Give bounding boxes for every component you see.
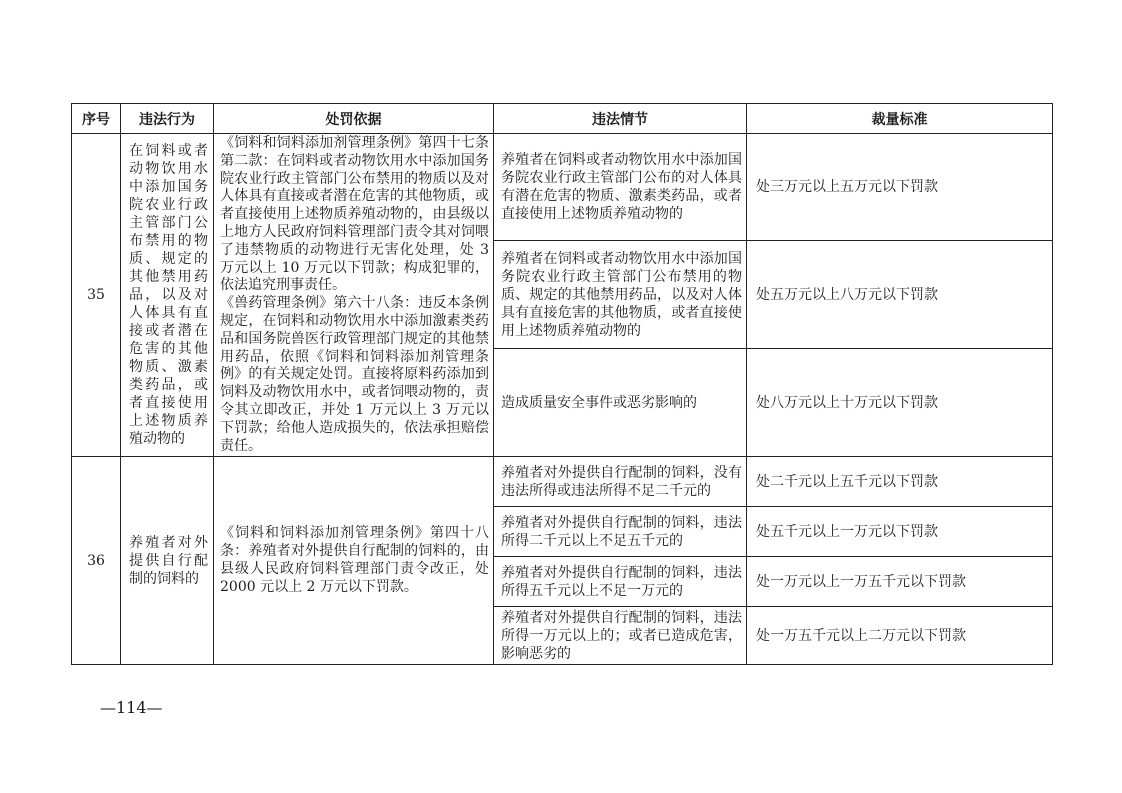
discretion-standard: 处二千元以上五千元以下罚款 — [747, 457, 1053, 507]
violation-circumstance: 养殖者对外提供自行配制的饲料，违法所得一万元以上的；或者已造成危害，影响恶劣的 — [494, 607, 747, 665]
header-violation-circumstance: 违法情节 — [494, 104, 747, 134]
basis-paragraph: 《饲料和饲料添加剂管理条例》第四十七条第二款：在饲料或者动物饮用水中添加国务院农业行政主管部门公布禁用的物质以及对人体具有直接或者潜在危害的其他物质，或者直接使用上述物质养殖动物的，由县级以上地方人民政府饲料管理部门责令其对饲喂了违禁物质的动物进行无害化处理，处 3 万元以上 10 万元以下罚款；构成犯罪的，依法追究刑事责任。 — [220, 135, 489, 294]
discretion-standard: 处一万元以上一万五千元以下罚款 — [747, 557, 1053, 607]
table-body — [72, 134, 1053, 665]
discretion-standard: 处一万五千元以上二万元以下罚款 — [747, 607, 1053, 665]
table-row — [72, 457, 1053, 507]
table-header — [72, 104, 1053, 134]
item-number: 36 — [72, 457, 121, 665]
violation-circumstance: 养殖者在饲料或者动物饮用水中添加国务院农业行政主管部门公布的对人体具有潜在危害的物质、激素类药品，或者直接使用上述物质养殖动物的 — [494, 134, 747, 241]
item-number: 35 — [72, 134, 121, 457]
violation-circumstance: 养殖者对外提供自行配制的饲料，违法所得二千元以上不足五千元的 — [494, 507, 747, 557]
violation-circumstance: 养殖者在饲料或者动物饮用水中添加国务院农业行政主管部门公布禁用的物质、规定的其他禁用药品，以及对人体具有直接危害的其他物质，或者直接使用上述物质养殖动物的 — [494, 241, 747, 348]
table-header-row — [72, 104, 1053, 134]
discretion-standard: 处五千元以上一万元以下罚款 — [747, 507, 1053, 557]
page-number: —114— — [100, 698, 163, 717]
header-discretion-standard: 裁量标准 — [747, 104, 1053, 134]
table-row — [72, 134, 1053, 241]
penalty-basis — [214, 134, 494, 457]
header-penalty-basis: 处罚依据 — [214, 104, 494, 134]
discretion-standard: 处八万元以上十万元以下罚款 — [747, 348, 1053, 456]
violation-act: 养殖者对外提供自行配制的饲料的 — [121, 457, 214, 665]
violation-act: 在饲料或者动物饮用水中添加国务院农业行政主管部门公布禁用的物质、规定的其他禁用药品，以及对人体具有直接或者潜在危害的其他物质、激素类药品，或者直接使用上述物质养殖动物的 — [121, 134, 214, 457]
penalty-discretion-table — [71, 103, 1053, 665]
violation-circumstance: 养殖者对外提供自行配制的饲料，违法所得五千元以上不足一万元的 — [494, 557, 747, 607]
violation-circumstance: 养殖者对外提供自行配制的饲料，没有违法所得或违法所得不足二千元的 — [494, 457, 747, 507]
violation-circumstance: 造成质量安全事件或恶劣影响的 — [494, 348, 747, 456]
header-number: 序号 — [72, 104, 121, 134]
header-violation-act: 违法行为 — [121, 104, 214, 134]
basis-paragraph: 《饲料和饲料添加剂管理条例》第四十八条：养殖者对外提供自行配制的饲料的，由县级人民政府饲料管理部门责令改正，处 2000 元以上 2 万元以下罚款。 — [220, 525, 489, 595]
basis-paragraph: 《兽药管理条例》第六十八条：违反本条例规定，在饲料和动物饮用水中添加激素类药品和国务院兽医行政管理部门规定的其他禁用药品，依照《饲料和饲料添加剂管理条例》的有关规定处罚。直接将原料药添加到饲料及动物饮用水中，或者饲喂动物的，责令其立即改正，并处 1 万元以上 3 万元以下罚款；给他人造成损失的，依法承担赔偿责任。 — [220, 295, 489, 454]
penalty-basis — [214, 457, 494, 665]
discretion-standard: 处五万元以上八万元以下罚款 — [747, 241, 1053, 348]
discretion-standard: 处三万元以上五万元以下罚款 — [747, 134, 1053, 241]
